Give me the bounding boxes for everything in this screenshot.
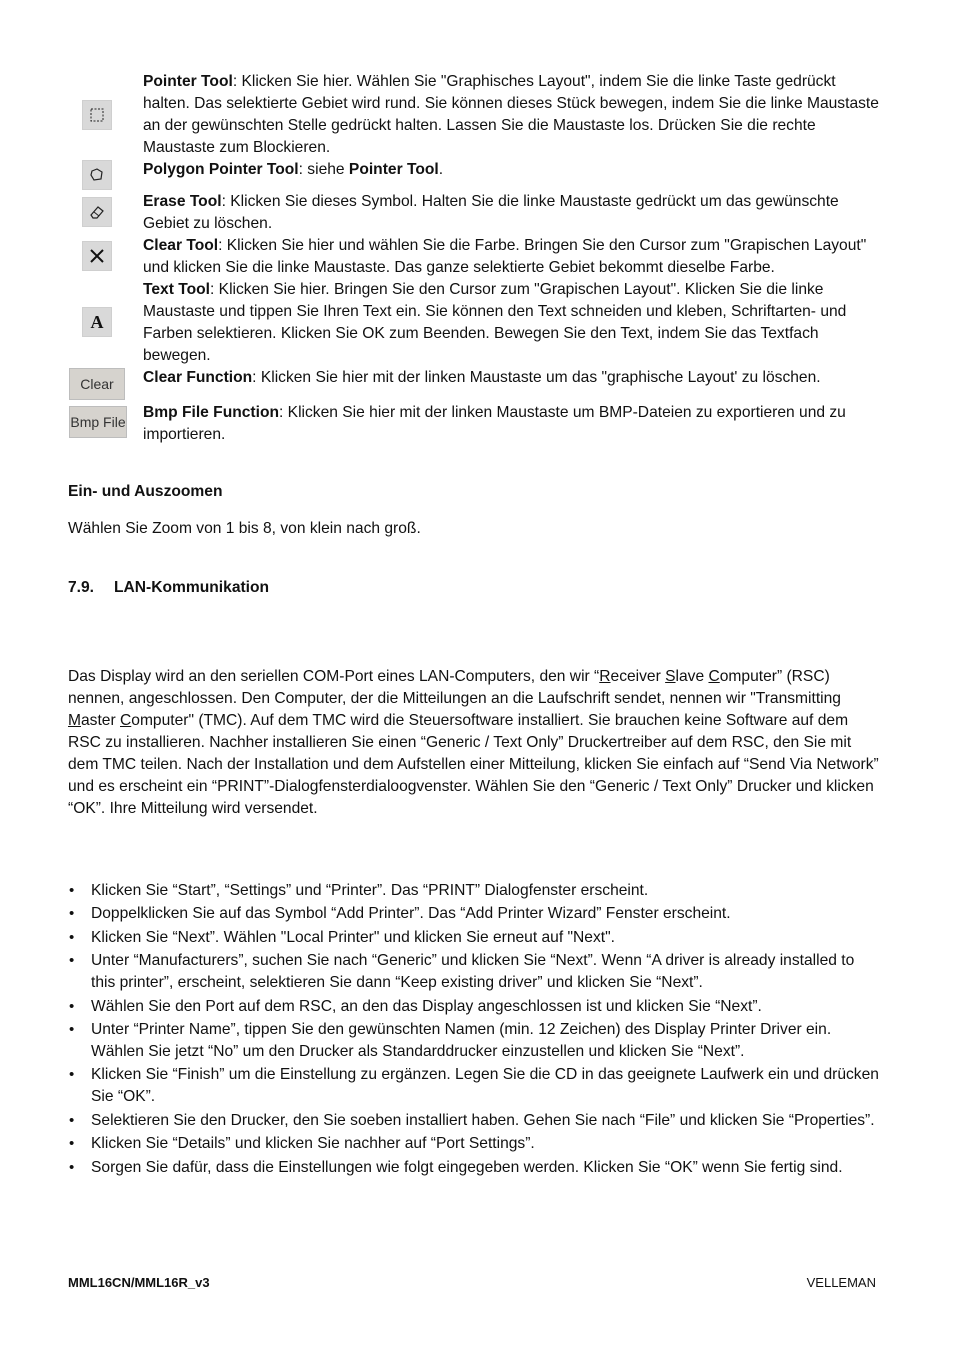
tool-name: Clear Tool <box>143 237 219 254</box>
list-item: • Selektieren Sie den Drucker, den Sie soeben installiert haben. Gehen Sie nach “File” und klicken Sie “Properties”. <box>68 1110 880 1132</box>
paragraph-text: lave <box>675 668 709 685</box>
polygon-pointer-tool-description <box>143 159 883 181</box>
clear-button[interactable] <box>69 368 125 400</box>
steps-list <box>68 880 880 1180</box>
paragraph-text: omputer" (TMC). Auf dem TMC wird die Steuersoftware installiert. Sie brauchen keine Software auf dem RSC zu installieren. Nachher installieren Sie einen “Generic / Text Only” Druckertreiber auf dem RSC, den Sie mit dem TMC teilen. Nach der Installation und dem Aufstellen einer Mitteilung, klicken Sie einfach auf “Send Via Network” und es erscheint ein “PRINT”-Dialogfensterdialoogvenster. Wählen Sie den “Generic / Text Only” Drucker und klicken “OK”. Ihre Mitteilung wird versendet. <box>68 712 879 817</box>
list-item: • Sorgen Sie dafür, dass die Einstellungen wie folgt eingegeben werden. Klicken Sie “OK” wenn Sie fertig sind. <box>68 1157 880 1179</box>
clear-tool-description <box>143 235 883 279</box>
paragraph-text: eceiver <box>610 668 666 685</box>
tool-text: : Klicken Sie hier. Wählen Sie "Graphisches Layout", indem Sie die linke Taste gedrückt halten. Das selektierte Gebiet wird rund. Sie können dieses Stück bewegen, indem Sie die linke Maustaste an der gewünschten Stelle gedrückt halten. Lassen Sie die Maustaste los. Drücken Sie die rechte Maustaste zum Blockieren. <box>143 73 879 156</box>
text-tool-description <box>143 279 883 367</box>
underlined-letter: C <box>120 712 132 729</box>
lan-paragraph <box>68 666 880 820</box>
tool-text: : Klicken Sie hier. Bringen Sie den Cursor zum "Grapischen Layout". Klicken Sie die linke Maustaste und tippen Sie Ihren Text ein. Sie können den Text schneiden und kleben, Schriftarten- und Farben selektieren. Klicken Sie OK zum Beenden. Bewegen Sie den Text, indem Sie das Textfach bewegen. <box>143 281 847 364</box>
paragraph-text: aster <box>81 712 120 729</box>
clear-function-description <box>143 367 883 389</box>
underlined-letter: R <box>599 668 611 685</box>
text-tool-glyph: A <box>90 311 104 332</box>
tool-name: Clear Function <box>143 369 253 386</box>
tool-text: : Klicken Sie hier mit der linken Maustaste um das "graphische Layout' zu löschen. <box>252 369 821 386</box>
bmp-file-function-description <box>143 402 883 446</box>
bmp-file-button[interactable] <box>69 406 127 438</box>
list-item: • Unter “Printer Name”, tippen Sie den gewünschten Namen (min. 12 Zeichen) des Display Printer Driver ein. Wählen Sie jetzt “No” um den Drucker als Standarddrucker einzustellen und klicken Sie “Next”. <box>68 1019 880 1063</box>
tool-text: : Klicken Sie hier und wählen Sie die Farbe. Bringen Sie den Cursor zum "Grapischen Layout" und klicken Sie die linke Maustaste. Das ganze selektierte Gebiet bekommt dieselbe Farbe. <box>143 237 867 276</box>
paragraph-text: omputer” (RSC) nennen, angeschlossen. Den Computer, der die Mitteilungen an die Laufschrift sendet, nennen wir "Transmitting <box>68 668 841 707</box>
footer-brand: VELLEMAN <box>806 1275 876 1290</box>
clear-button-label: Clear <box>80 376 114 392</box>
zoom-text: Wählen Sie Zoom von 1 bis 8, von klein nach groß. <box>68 520 421 537</box>
tool-text: : siehe <box>298 161 349 178</box>
erase-tool-icon[interactable] <box>82 197 112 227</box>
tool-name: Polygon Pointer Tool <box>143 161 299 178</box>
tool-text: : Klicken Sie hier mit der linken Maustaste um BMP-Dateien zu exportieren und zu importieren. <box>143 404 846 443</box>
paragraph-text: Das Display wird an den seriellen COM-Port eines LAN-Computers, den wir “ <box>68 668 600 685</box>
tool-text: : Klicken Sie dieses Symbol. Halten Sie die linke Maustaste gedrückt um das gewünschte Gebiet zu löschen. <box>143 193 839 232</box>
list-item: • Klicken Sie “Details” und klicken Sie nachher auf “Port Settings”. <box>68 1133 880 1155</box>
clear-tool-icon[interactable] <box>82 241 112 271</box>
pointer-tool-description <box>143 71 883 159</box>
list-item: • Doppelklicken Sie auf das Symbol “Add Printer”. Das “Add Printer Wizard” Fenster erscheint. <box>68 903 880 925</box>
tool-ref: Pointer Tool <box>348 161 439 178</box>
erase-tool-description <box>143 191 883 235</box>
list-item: • Klicken Sie “Start”, “Settings” und “Printer”. Das “PRINT” Dialogfenster erscheint. <box>68 880 880 902</box>
tool-name: Bmp File Function <box>143 404 280 421</box>
zoom-heading: Ein- und Auszoomen <box>68 483 223 500</box>
list-item: • Wählen Sie den Port auf dem RSC, an den das Display angeschlossen ist und klicken Sie “Next”. <box>68 996 880 1018</box>
section-number: 7.9. <box>68 579 95 596</box>
footer-model: MML16CN/MML16R_v3 <box>68 1275 210 1290</box>
tool-text-end: . <box>438 161 444 178</box>
text-tool-icon[interactable] <box>82 307 112 337</box>
underlined-letter: M <box>68 712 81 729</box>
section-title: LAN-Kommunikation <box>114 579 270 596</box>
polygon-pointer-tool-icon[interactable] <box>82 160 112 190</box>
tool-name: Erase Tool <box>143 193 222 210</box>
lan-heading <box>68 577 269 599</box>
tool-name: Text Tool <box>143 281 210 298</box>
tool-name: Pointer Tool <box>143 73 233 90</box>
list-item: • Unter “Manufacturers”, suchen Sie nach “Generic” und klicken Sie “Next”. Wenn “A driver is already installed to this printer”, erscheint, selektieren Sie dann “Keep existing driver” und klicken Sie “Next”. <box>68 950 880 994</box>
underlined-letter: C <box>708 668 720 685</box>
list-item: • Klicken Sie “Finish” um die Einstellung zu ergänzen. Legen Sie die CD in das geeignete Laufwerk ein und drücken Sie “OK”. <box>68 1064 880 1108</box>
bmp-file-button-label: Bmp File <box>70 414 126 430</box>
underlined-letter: S <box>665 668 676 685</box>
pointer-tool-icon[interactable] <box>82 100 112 130</box>
list-item: • Klicken Sie “Next”. Wählen "Local Printer" und klicken Sie erneut auf "Next". <box>68 927 880 949</box>
